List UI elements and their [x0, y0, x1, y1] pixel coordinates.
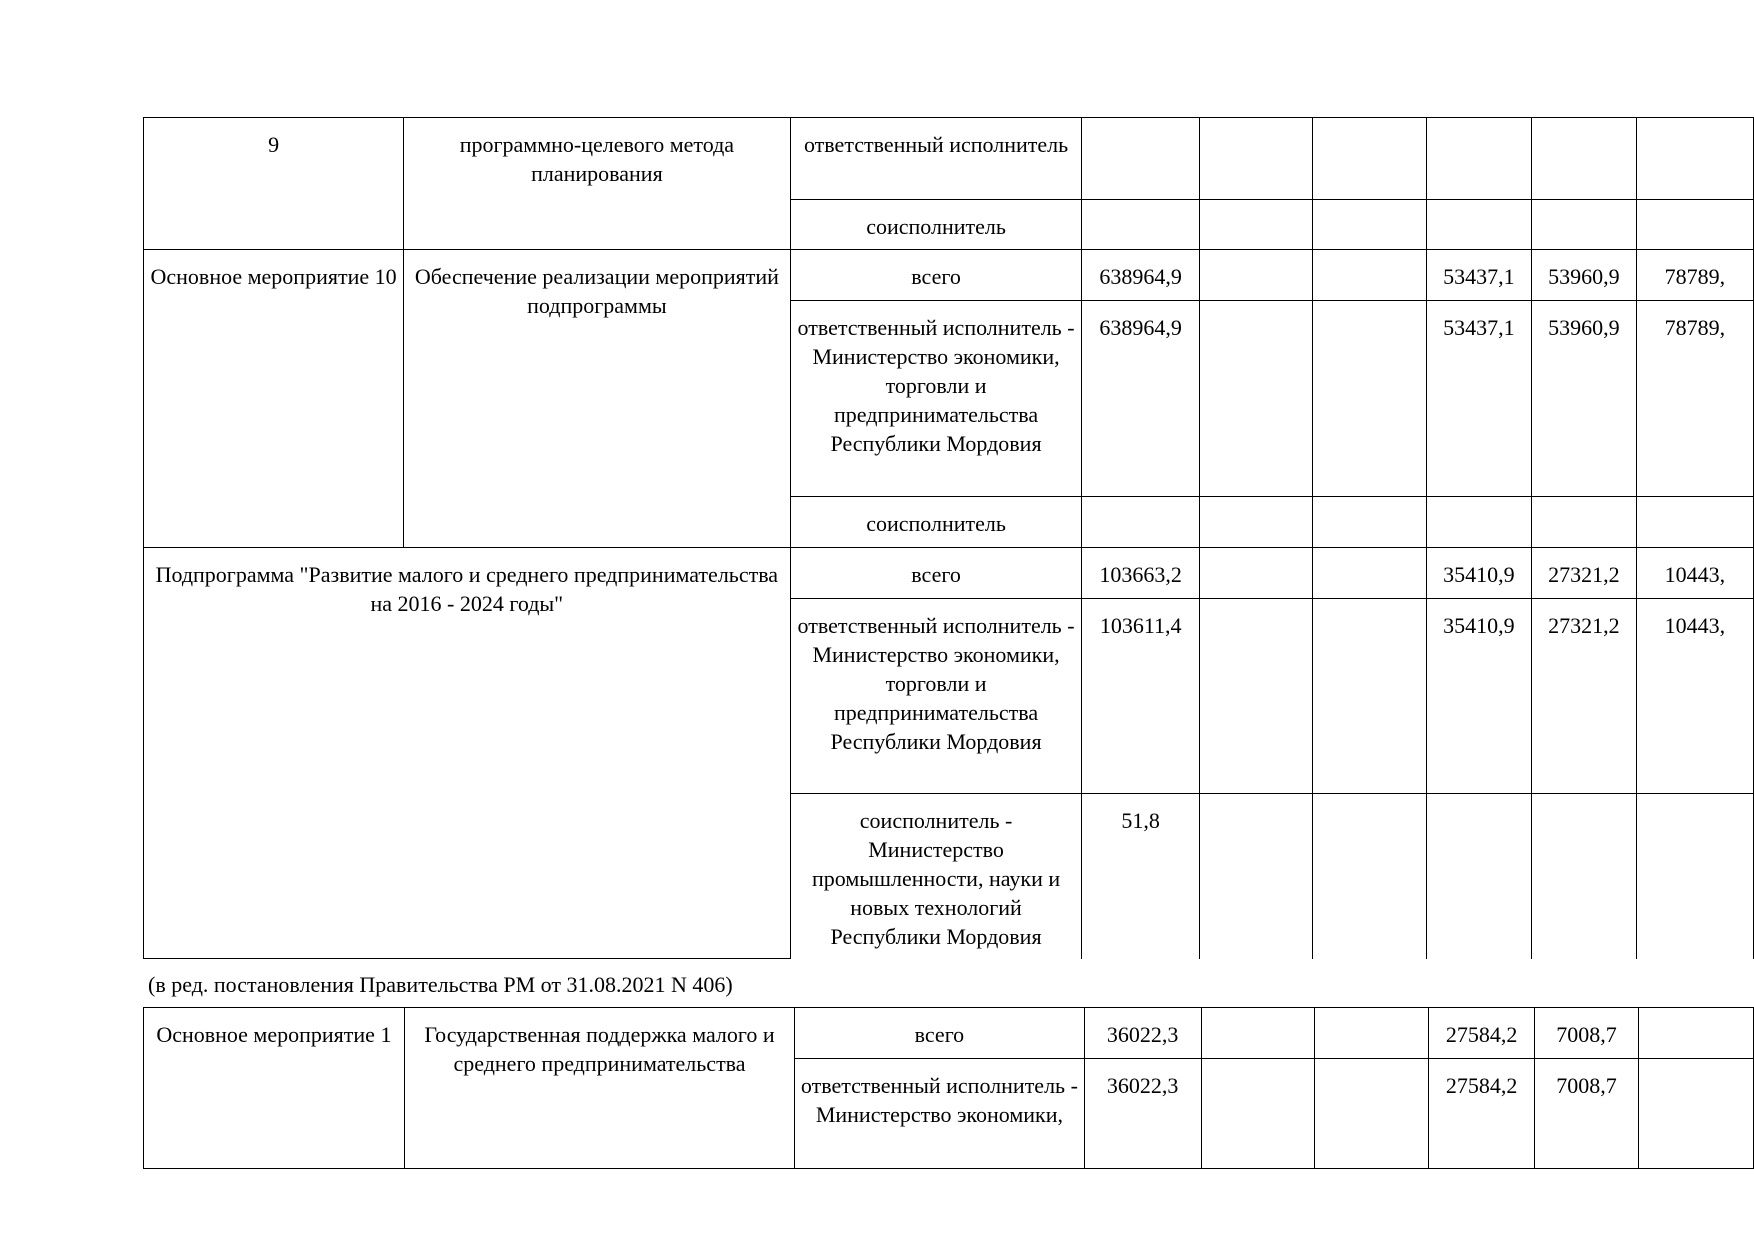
measure-name: программно-целевого метода планирования: [459, 132, 735, 186]
amount: 10443,: [1664, 562, 1726, 587]
measure-name: Обеспечение реализации мероприятий подпрограммы: [414, 264, 779, 318]
amount: [1313, 250, 1425, 262]
table-row: [144, 250, 1754, 301]
amount: 27321,2: [1548, 562, 1620, 587]
amount: [1315, 1059, 1428, 1071]
executor-label: всего: [914, 1022, 965, 1047]
amount: 78789,: [1664, 315, 1726, 340]
amount: [1200, 548, 1312, 560]
amount: [1313, 548, 1425, 560]
amount-total: 638964,9: [1099, 264, 1182, 289]
executor-label: соисполнитель: [866, 511, 1006, 536]
measure-number: Основное мероприятие 10: [150, 264, 397, 289]
amount: 53437,1: [1443, 315, 1515, 340]
amount-total: 103663,2: [1099, 562, 1182, 587]
amount-total: 638964,9: [1099, 315, 1182, 340]
subprogram-title: Подпрограмма "Развитие малого и среднего предпринимательства на 2016 - 2024 годы": [155, 562, 779, 616]
row-number: 9: [268, 132, 280, 157]
table-row: [144, 1008, 1754, 1059]
amount: [1202, 1059, 1315, 1071]
executor-label: всего: [911, 264, 961, 289]
amount: [1202, 1008, 1315, 1020]
amount: [1313, 301, 1425, 313]
amount: 27584,2: [1445, 1022, 1518, 1047]
amount: 78789,: [1664, 264, 1726, 289]
executor-label: ответственный исполнитель: [803, 132, 1069, 157]
funding-table-continued: [143, 1007, 1754, 1169]
amount: 7008,7: [1556, 1022, 1617, 1047]
amount: [1200, 599, 1312, 611]
amount: 27321,2: [1548, 613, 1620, 638]
amount: 27584,2: [1445, 1073, 1518, 1098]
amendment-note: (в ред. постановления Правительства РМ от 31.08.2021 N 406): [148, 972, 733, 997]
executor-label: ответственный исполнитель - Министерство экономики, торговли и предпринимательства Республики Мордовия: [797, 315, 1075, 456]
funding-table: [143, 117, 1754, 959]
amount: [1313, 599, 1425, 611]
amount: 53437,1: [1443, 264, 1515, 289]
amount: 35410,9: [1443, 613, 1515, 638]
amount: [1639, 1059, 1753, 1071]
amount: 10443,: [1664, 613, 1726, 638]
amount-total: 36022,3: [1106, 1073, 1179, 1098]
amount-total: 51,8: [1121, 808, 1160, 833]
amount: [1200, 301, 1312, 313]
amount: 53960,9: [1548, 264, 1620, 289]
table-row: [144, 118, 1754, 200]
measure-number: Основное мероприятие 1: [156, 1022, 392, 1047]
executor-label: ответственный исполнитель - Министерство экономики, торговли и предпринимательства Республики Мордовия: [797, 613, 1075, 754]
table-row: [144, 548, 1754, 599]
amount: 7008,7: [1556, 1073, 1617, 1098]
amount: [1315, 1008, 1428, 1020]
executor-label: соисполнитель: [866, 214, 1006, 239]
executor-label: всего: [911, 562, 961, 587]
executor-label: ответственный исполнитель - Министерство экономики,: [800, 1073, 1078, 1127]
amount-total: 103611,4: [1099, 613, 1182, 638]
amount: 53960,9: [1548, 315, 1620, 340]
measure-name: Государственная поддержка малого и среднего предпринимательства: [424, 1022, 775, 1076]
amount: 35410,9: [1443, 562, 1515, 587]
amount: [1639, 1008, 1753, 1020]
executor-label: соисполнитель - Министерство промышленности, науки и новых технологий Республики Мордовия: [811, 808, 1061, 949]
amount: [1200, 250, 1312, 262]
amount-total: 36022,3: [1106, 1022, 1179, 1047]
